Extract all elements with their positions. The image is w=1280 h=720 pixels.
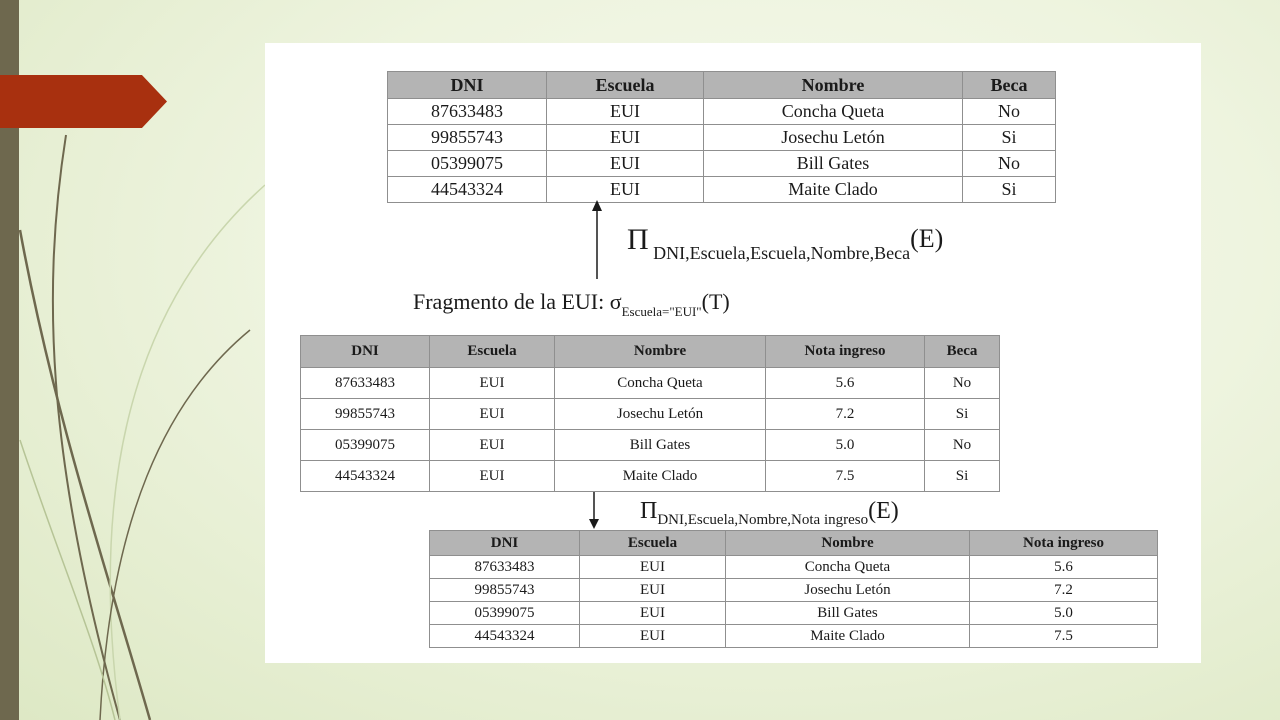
table-cell: 7.5 bbox=[970, 625, 1158, 648]
top-table-header: DNI bbox=[388, 72, 547, 99]
top-table-header: Beca bbox=[963, 72, 1056, 99]
projection-subscript: DNI,Escuela,Escuela,Nombre,Beca bbox=[648, 243, 911, 263]
table-row bbox=[301, 430, 1000, 461]
middle-table-header: DNI bbox=[301, 336, 430, 368]
bottom-table-header-row bbox=[430, 531, 1158, 556]
table-cell: Concha Queta bbox=[555, 368, 766, 399]
top-table-header: Nombre bbox=[704, 72, 963, 99]
middle-table-header: Nombre bbox=[555, 336, 766, 368]
middle-table-header: Beca bbox=[925, 336, 1000, 368]
table-cell: 7.2 bbox=[766, 399, 925, 430]
selection-operand: (T) bbox=[701, 289, 730, 314]
table-cell: EUI bbox=[547, 125, 704, 151]
projection-subscript: DNI,Escuela,Nombre,Nota ingreso bbox=[657, 512, 869, 528]
table-cell: 5.0 bbox=[970, 602, 1158, 625]
table-cell: EUI bbox=[580, 625, 726, 648]
table-cell: 87633483 bbox=[388, 99, 547, 125]
table-cell: Si bbox=[925, 399, 1000, 430]
projection-operand: (E) bbox=[910, 224, 944, 253]
table-cell: Concha Queta bbox=[726, 556, 970, 579]
bottom-table-header: Escuela bbox=[580, 531, 726, 556]
table-cell: EUI bbox=[430, 399, 555, 430]
projection-formula-1 bbox=[627, 223, 944, 263]
top-table-header: Escuela bbox=[547, 72, 704, 99]
table-cell: EUI bbox=[430, 430, 555, 461]
table-cell: 5.0 bbox=[766, 430, 925, 461]
table-cell: 87633483 bbox=[301, 368, 430, 399]
middle-table-header-row bbox=[301, 336, 1000, 368]
table-cell: EUI bbox=[430, 368, 555, 399]
table-row bbox=[301, 399, 1000, 430]
table-cell: 5.6 bbox=[766, 368, 925, 399]
table-row bbox=[430, 625, 1158, 648]
table-cell: 99855743 bbox=[430, 579, 580, 602]
table-row bbox=[430, 602, 1158, 625]
table-cell: 87633483 bbox=[430, 556, 580, 579]
table-cell: EUI bbox=[547, 99, 704, 125]
table-cell: 44543324 bbox=[430, 625, 580, 648]
table-cell: EUI bbox=[547, 177, 704, 203]
arrow-up-icon bbox=[592, 200, 602, 211]
table-cell: 99855743 bbox=[301, 399, 430, 430]
table-cell: 7.2 bbox=[970, 579, 1158, 602]
table-cell: Josechu Letón bbox=[555, 399, 766, 430]
pi-symbol: Π bbox=[627, 223, 649, 256]
table-cell: 05399075 bbox=[430, 602, 580, 625]
table-cell: Maite Clado bbox=[726, 625, 970, 648]
slide-accent-tab bbox=[0, 75, 167, 128]
table-cell: Josechu Letón bbox=[726, 579, 970, 602]
projection-operand: (E) bbox=[868, 498, 899, 524]
selection-subscript: Escuela="EUI" bbox=[621, 304, 702, 319]
table-cell: Bill Gates bbox=[704, 151, 963, 177]
bottom-table-header: Nombre bbox=[726, 531, 970, 556]
table-row bbox=[430, 556, 1158, 579]
table-cell: 99855743 bbox=[388, 125, 547, 151]
table-cell: Maite Clado bbox=[555, 461, 766, 492]
table-cell: EUI bbox=[430, 461, 555, 492]
table-cell: EUI bbox=[580, 579, 726, 602]
table-cell: EUI bbox=[580, 556, 726, 579]
fragment-formula bbox=[413, 289, 730, 319]
middle-table-header: Nota ingreso bbox=[766, 336, 925, 368]
table-cell: No bbox=[963, 151, 1056, 177]
bottom-table-header: DNI bbox=[430, 531, 580, 556]
table-cell: 05399075 bbox=[301, 430, 430, 461]
table-cell: 05399075 bbox=[388, 151, 547, 177]
table-cell: Si bbox=[963, 177, 1056, 203]
bottom-table-header: Nota ingreso bbox=[970, 531, 1158, 556]
table-cell: EUI bbox=[547, 151, 704, 177]
table-cell: Josechu Letón bbox=[704, 125, 963, 151]
table-cell: Concha Queta bbox=[704, 99, 963, 125]
middle-table bbox=[300, 335, 1000, 492]
table-cell: No bbox=[925, 368, 1000, 399]
table-row bbox=[301, 368, 1000, 399]
fragment-label: Fragmento de la EUI: bbox=[413, 289, 610, 314]
arrow-down-icon bbox=[589, 519, 599, 529]
sigma-symbol: σ bbox=[609, 289, 622, 314]
table-cell: 44543324 bbox=[301, 461, 430, 492]
table-cell: 7.5 bbox=[766, 461, 925, 492]
table-row bbox=[301, 461, 1000, 492]
table-cell: Maite Clado bbox=[704, 177, 963, 203]
bottom-table bbox=[429, 530, 1158, 648]
projection-formula-2 bbox=[640, 498, 899, 528]
table-cell: No bbox=[963, 99, 1056, 125]
content-panel bbox=[265, 43, 1201, 663]
table-cell: Bill Gates bbox=[555, 430, 766, 461]
table-cell: 5.6 bbox=[970, 556, 1158, 579]
table-cell: No bbox=[925, 430, 1000, 461]
table-cell: EUI bbox=[580, 602, 726, 625]
table-cell: 44543324 bbox=[388, 177, 547, 203]
table-cell: Si bbox=[925, 461, 1000, 492]
middle-table-header: Escuela bbox=[430, 336, 555, 368]
pi-symbol: Π bbox=[640, 498, 658, 524]
table-cell: Si bbox=[963, 125, 1056, 151]
table-row bbox=[430, 579, 1158, 602]
table-cell: Bill Gates bbox=[726, 602, 970, 625]
